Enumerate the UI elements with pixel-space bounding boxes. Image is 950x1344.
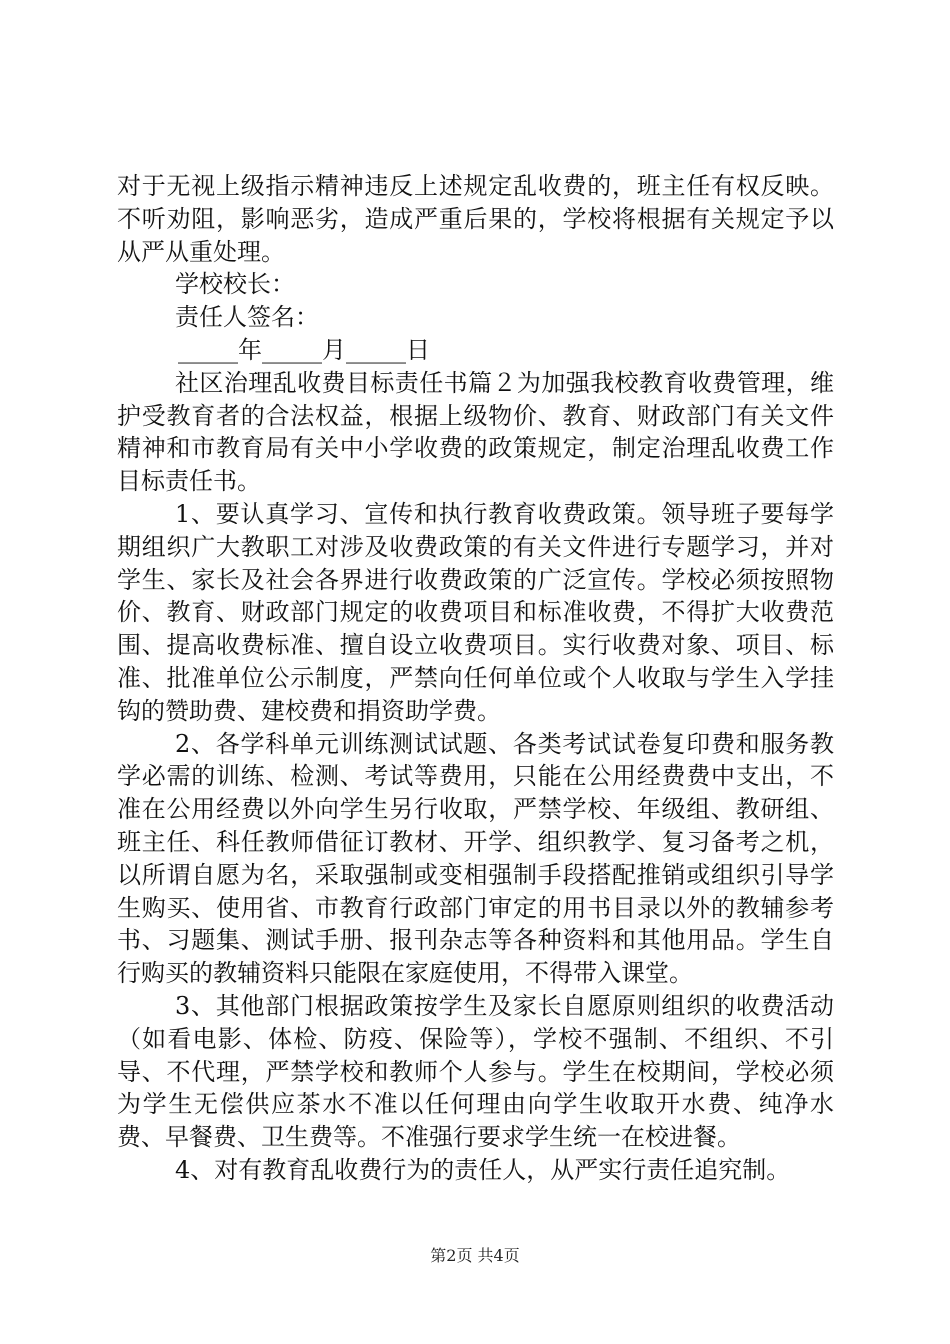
responsible-person-signature-label: 责任人签名： — [175, 303, 319, 332]
paragraph-item-3: 3、其他部门根据政策按学生及家长自愿原则组织的收费活动（如看电影、体检、防疫、保险等），学校不强制、不组织、不引导、不代理，严禁学校和教师个人参与。学生在校期间，学校必须为学生无偿供应茶水不准以任何理由向学生收取开水费、纯净水费、早餐费、卫生费等。不准强行要求学生统一在校进餐。 — [117, 991, 834, 1152]
paragraph-item-1: 1、要认真学习、宣传和执行教育收费政策。领导班子要每学期组织广大教职工对涉及收费政策的有关文件进行专题学习，并对学生、家长及社会各界进行收费政策的广泛宣传。学校必须按照物价、教育、财政部门规定的收费项目和标准收费，不得扩大收费范围、提高收费标准、擅自设立收费项目。实行收费对象、项目、标准、批准单位公示制度，严禁向任何单位或个人收取与学生入学挂钩的赞助费、建校费和捐资助学费。 — [117, 499, 834, 725]
page-footer: 第2页 共4页 — [430, 1246, 520, 1265]
principal-signature-label: 学校校长： — [175, 270, 295, 299]
document-body — [117, 170, 834, 1187]
paragraph-intro-article-2: 社区治理乱收费目标责任书篇２为加强我校教育收费管理，维护受教育者的合法权益，根据上级物价、教育、财政部门有关文件精神和市教育局有关中小学收费的政策规定，制定治理乱收费工作目标责任书。 — [117, 368, 834, 496]
date-line: _____年_____月_____日 — [178, 335, 430, 364]
paragraph-item-4: 4、对有教育乱收费行为的责任人，从严实行责任追究制。 — [175, 1155, 791, 1184]
paragraph-penalty-notice: 对于无视上级指示精神违反上述规定乱收费的，班主任有权反映。不听劝阻，影响恶劣，造成严重后果的，学校将根据有关规定予以从严从重处理。 — [117, 172, 834, 266]
paragraph-item-2: 2、各学科单元训练测试试题、各类考试试卷复印费和服务教学必需的训练、检测、考试等费用，只能在公用经费费中支出，不准在公用经费以外向学生另行收取，严禁学校、年级组、教研组、班主任、科任教师借征订教材、开学、组织教学、复习备考之机，以所谓自愿为名，采取强制或变相强制手段搭配推销或组织引导学生购买、使用省、市教育行政部门审定的用书目录以外的教辅参考书、习题集、测试手册、报刊杂志等各种资料和其他用品。学生自行购买的教辅资料只能限在家庭使用，不得带入课堂。 — [117, 729, 834, 988]
